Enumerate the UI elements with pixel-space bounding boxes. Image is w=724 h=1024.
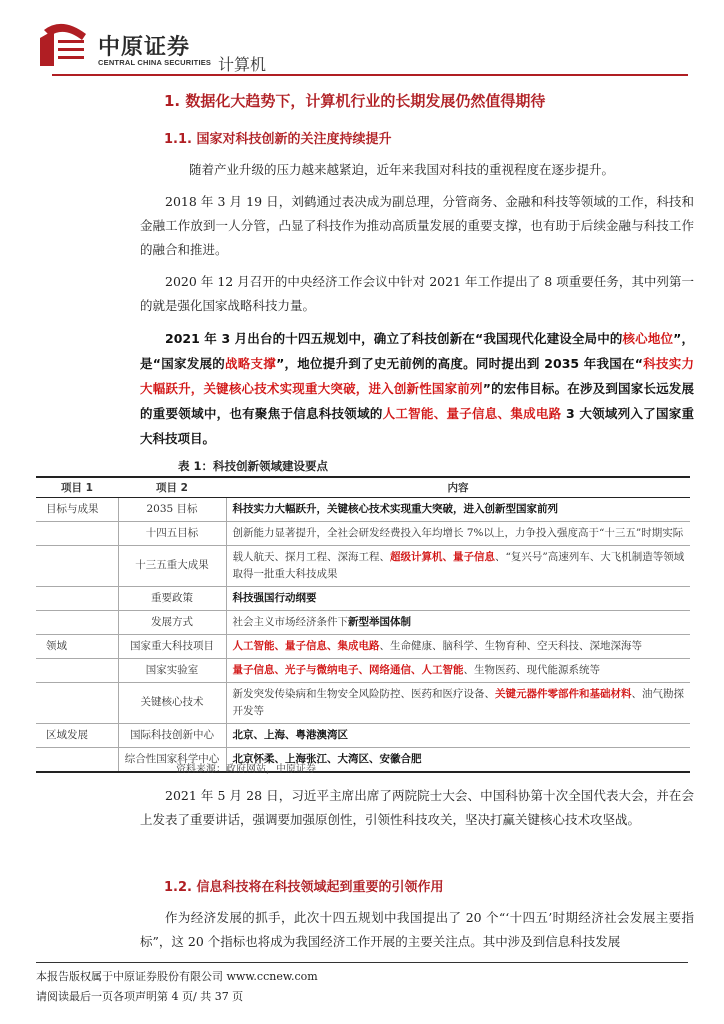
footer-divider [36,962,688,963]
table-row [36,610,690,634]
table-cell [226,545,690,586]
cell-text: 、生命健康、脑科学、生物育种、空天科技、深地深海等 [379,639,642,652]
footer-copyright: 本报告版权属于中原证券股份有限公司 www.ccnew.com [36,970,318,983]
cell-highlight: 人工智能、量子信息、集成电路 [232,639,380,652]
table-row [36,658,690,682]
table-cell: 国家重大科技项目 [118,634,226,658]
table-cell: 领域 [36,634,118,658]
table-cell: 国际科技创新中心 [118,723,226,747]
table-cell [36,682,118,723]
table-cell: 十三五重大成果 [118,545,226,586]
cell-text: 、油气勘探开发等 [232,687,684,717]
table-source: 资料来源：政府网站，中原证券 [176,764,316,775]
table-cell [226,682,690,723]
heading-1: 1. 数据化大趋势下，计算机行业的长期发展仍然值得期待 [164,92,546,110]
table-row [36,747,690,772]
paragraph-5: 作为经济发展的抓手，此次十四五规划中我国提出了 20 个“‘十四五’时期经济社会发展主要指标”，这 20 个指标也将成为我国经济工作开展的主要关注点。其中涉及到信息科技发展 [140,910,694,949]
table-cell [36,610,118,634]
cell-text: 载人航天、探月工程、深海工程、 [232,550,390,563]
cell-highlight: 超级计算机、量子信息 [390,550,495,563]
text-run: 3 大领域列入了国家重大科技项目。 [140,406,694,446]
column-header: 项目 1 [36,477,118,497]
highlight-run: 人工智能、量子信息、集成电路 [382,406,562,421]
table-cell: 区域发展 [36,723,118,747]
table-row [36,521,690,545]
table-cell: 重要政策 [118,586,226,610]
header-divider [52,74,688,76]
table-row [36,723,690,747]
table-cell [36,521,118,545]
heading-1-2: 1.2. 信息科技将在科技领域起到重要的引领作用 [164,880,444,895]
table-cell [36,658,118,682]
company-logo-icon [34,20,94,68]
cell-text: 、生物医药、现代能源系统等 [463,663,600,676]
section-label: 计算机 [218,55,267,74]
cell-highlight: 关键元器件零部件和基础材料 [495,687,632,700]
cell-highlight: 量子信息、光子与微纳电子、网络通信、人工智能 [232,663,464,676]
table-title: 表 1：科技创新领域建设要点 [178,459,329,473]
table-cell [36,545,118,586]
table-cell: 目标与成果 [36,497,118,521]
text-run: ”，地位提升到了史无前例的高度。同时提出到 2035 年我国在“ [276,356,643,371]
paragraph-1: 随着产业升级的压力越来越紧迫，近年来我国对科技的重视程度在逐步提升。 [189,162,615,177]
page-header [0,0,724,80]
text-run: ”的宏伟目标。在涉及到国家长远发展的重要领域中，也有聚焦于信息科技领域的 [140,381,694,421]
paragraph-highlight [140,326,694,451]
table-row [36,545,690,586]
table-cell: 科技强国行动纲要 [226,586,690,610]
table-cell: 关键核心技术 [118,682,226,723]
brand-name-en: CENTRAL CHINA SECURITIES [98,58,212,67]
table-cell [36,747,118,772]
paragraph-2: 2018 年 3 月 19 日，刘鹤通过表决成为副总理，分管商务、金融和科技等领域的工作，科技和金融工作放到一人分管，凸显了科技作为推动高质量发展的重要支撑，也有助于后续金融与科技工作的融合和推进。 [140,194,694,257]
cell-text: 社会主义市场经济条件下 [232,615,348,628]
paragraph-3: 2020 年 12 月召开的中央经济工作会议中针对 2021 年工作提出了 8 项重要任务，其中列第一的就是强化国家战略科技力量。 [140,274,694,313]
table-cell: 北京、上海、粤港澳湾区 [226,723,690,747]
paragraph-4: 2021 年 5 月 28 日，习近平主席出席了两院院士大会、中国科协第十次全国代表大会，并在会上发表了重要讲话，强调要加强原创性，引领性科技攻关，坚决打赢关键核心技术攻坚战。 [140,788,694,827]
table-row [36,634,690,658]
table-cell: 科技实力大幅跃升，关键核心技术实现重大突破，进入创新型国家前列 [226,497,690,521]
highlight-run: 战略支撑 [225,356,277,371]
table-cell [226,658,690,682]
table-header-row [36,477,690,497]
highlight-run: 核心地位 [622,331,674,346]
table-cell: 综合性国家科学中心 [118,747,226,772]
table-cell: 创新能力显著提升，全社会研发经费投入年均增长 7%以上，力争投入强度高于“十三五”时期实际 [226,521,690,545]
table-row [36,682,690,723]
table-cell [226,634,690,658]
highlight-run: 科技实力大幅跃升，关键核心技术实现重大突破，进入创新性国家前列 [140,356,694,396]
text-run: ”，是“国家发展的 [140,331,694,371]
cell-text: 、“复兴号”高速列车、大飞机制造等领域取得一批重大科技成果 [232,550,685,580]
table-cell: 北京怀柔、上海张江、大湾区、安徽合肥 [226,747,690,772]
table-cell: 国家实验室 [118,658,226,682]
cell-bold: 新型举国体制 [348,615,411,628]
tech-innovation-table [36,476,690,773]
table-row [36,497,690,521]
table-cell [226,610,690,634]
column-header: 项目 2 [118,477,226,497]
table-cell: 发展方式 [118,610,226,634]
brand-name-cn: 中原证券 [98,35,191,60]
table-cell [36,586,118,610]
text-run: 2021 年 3 月出台的十四五规划中，确立了科技创新在“我国现代化建设全局中的 [165,331,623,346]
cell-text: 新发突发传染病和生物安全风险防控、医药和医疗设备、 [232,687,495,700]
table-row [36,586,690,610]
footer-page-info: 请阅读最后一页各项声明第 4 页/ 共 37 页 [36,990,244,1003]
heading-1-1: 1.1. 国家对科技创新的关注度持续提升 [164,132,392,147]
table-cell: 2035 目标 [118,497,226,521]
table-cell: 十四五目标 [118,521,226,545]
column-header: 内容 [226,477,690,497]
